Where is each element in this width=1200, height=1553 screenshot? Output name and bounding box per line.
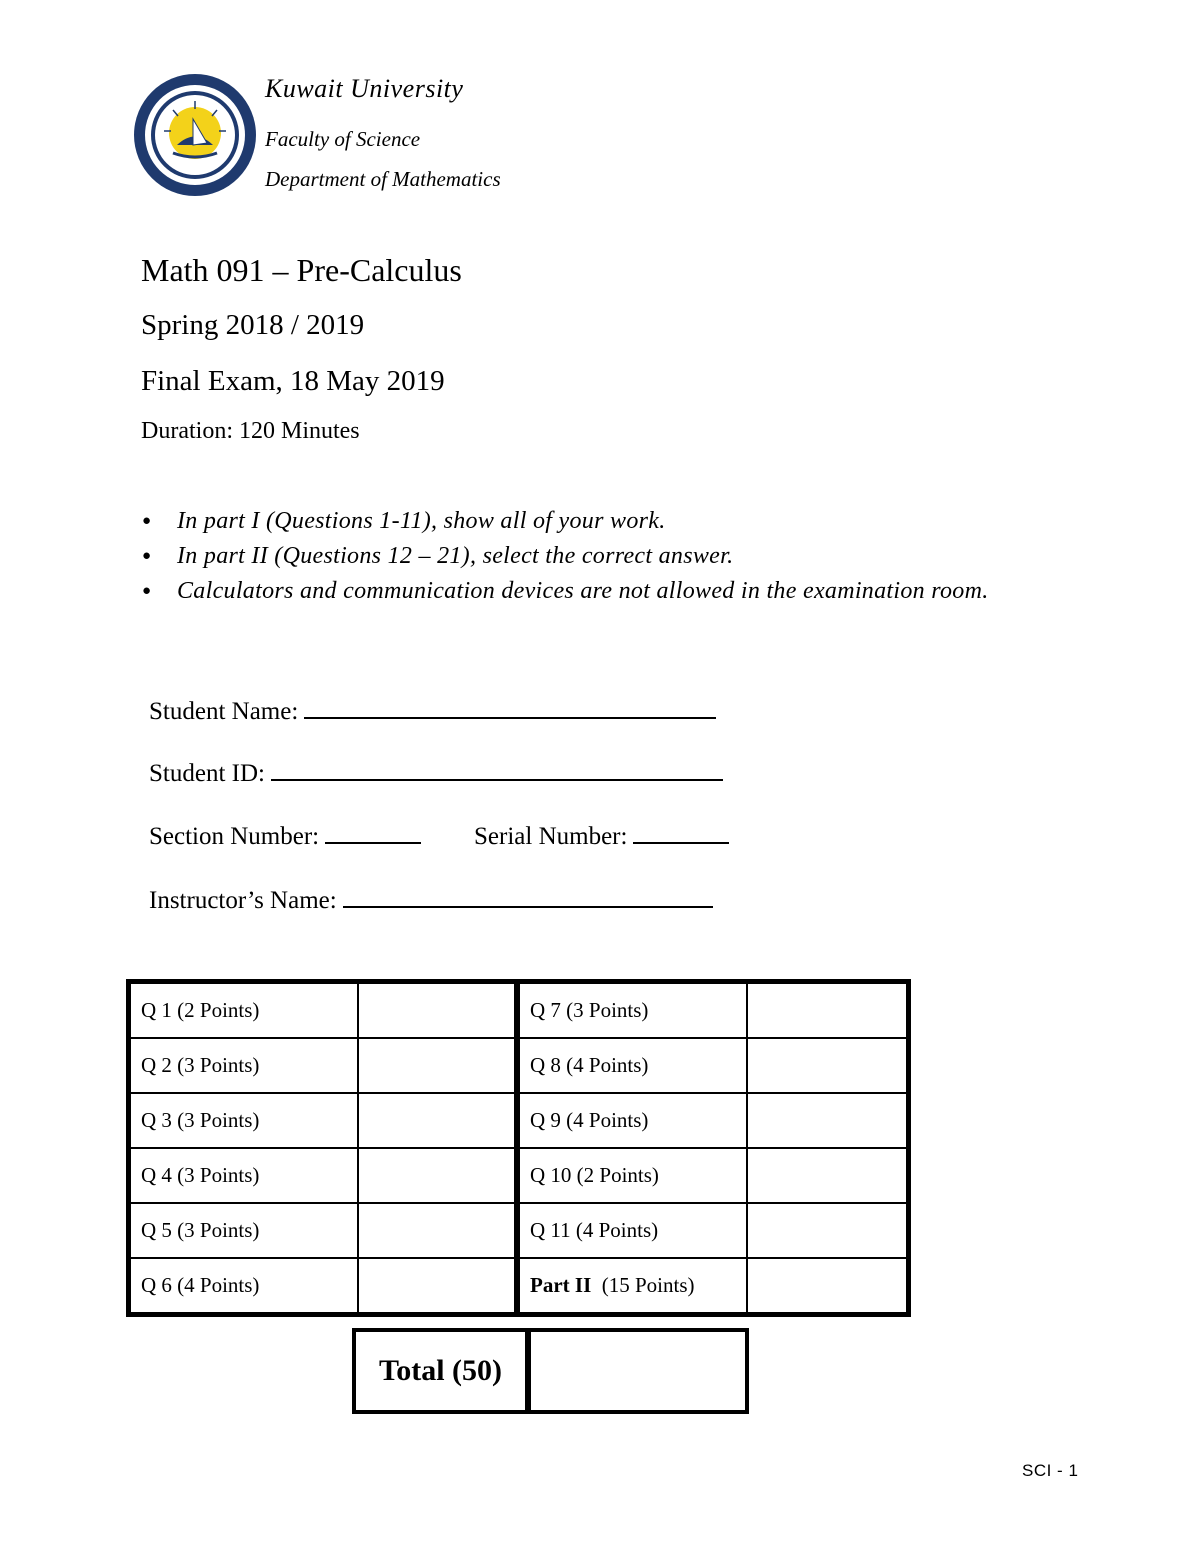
table-row bbox=[129, 1148, 909, 1203]
instructor-name-line[interactable] bbox=[343, 884, 713, 908]
section-number-label: Section Number: bbox=[149, 823, 320, 850]
student-id-line[interactable] bbox=[271, 757, 723, 781]
course-term: Spring 2018 / 2019 bbox=[141, 309, 365, 341]
table-row bbox=[129, 1093, 909, 1148]
department-name: Department of Mathematics bbox=[265, 167, 501, 191]
table-row bbox=[129, 1038, 909, 1093]
section-number-field[interactable] bbox=[149, 820, 421, 851]
course-title: Math 091 – Pre-Calculus bbox=[141, 252, 462, 288]
question-label: Q 5 (3 Points) bbox=[129, 1203, 359, 1258]
instruction-item: ● Calculators and communication devices are not allowed in the examination room. bbox=[140, 574, 1040, 609]
serial-number-line[interactable] bbox=[633, 820, 729, 844]
serial-number-label: Serial Number: bbox=[474, 823, 628, 850]
question-label: Q 8 (4 Points) bbox=[517, 1038, 747, 1093]
page-number: SCI - 1 bbox=[1022, 1461, 1079, 1480]
question-label: Q 4 (3 Points) bbox=[129, 1148, 359, 1203]
total-score-cell[interactable] bbox=[531, 1332, 745, 1410]
question-label: Q 11 (4 Points) bbox=[517, 1203, 747, 1258]
kuwait-university-logo bbox=[133, 73, 257, 197]
total-label: Total (50) bbox=[356, 1332, 531, 1410]
total-box bbox=[352, 1328, 749, 1414]
grade-table bbox=[126, 979, 911, 1317]
student-name-label: Student Name: bbox=[149, 698, 299, 725]
instructor-name-field[interactable] bbox=[149, 884, 713, 915]
score-cell[interactable] bbox=[358, 1038, 517, 1093]
score-cell[interactable] bbox=[747, 1038, 909, 1093]
part2-points: (15 Points) bbox=[601, 1273, 695, 1297]
score-cell[interactable] bbox=[358, 1258, 517, 1315]
score-cell[interactable] bbox=[358, 1093, 517, 1148]
question-label: Q 9 (4 Points) bbox=[517, 1093, 747, 1148]
student-name-line[interactable] bbox=[304, 695, 716, 719]
part2-label bbox=[517, 1258, 747, 1315]
student-name-field[interactable] bbox=[149, 695, 716, 726]
table-row bbox=[129, 982, 909, 1039]
question-label: Q 7 (3 Points) bbox=[517, 982, 747, 1039]
university-name: Kuwait University bbox=[265, 74, 464, 103]
score-cell[interactable] bbox=[747, 1258, 909, 1315]
exam-duration: Duration: 120 Minutes bbox=[141, 418, 360, 444]
score-cell[interactable] bbox=[747, 1203, 909, 1258]
faculty-name: Faculty of Science bbox=[265, 127, 421, 151]
score-cell[interactable] bbox=[358, 982, 517, 1039]
table-row bbox=[129, 1258, 909, 1315]
score-cell[interactable] bbox=[358, 1203, 517, 1258]
instruction-item: ● In part I (Questions 1-11), show all of your work. bbox=[140, 504, 1040, 539]
score-cell[interactable] bbox=[747, 1093, 909, 1148]
instruction-item: ● In part II (Questions 12 – 21), select the correct answer. bbox=[140, 539, 1040, 574]
instructions-list bbox=[140, 504, 1040, 609]
part2-title: Part II bbox=[530, 1273, 592, 1297]
question-label: Q 10 (2 Points) bbox=[517, 1148, 747, 1203]
score-cell[interactable] bbox=[747, 982, 909, 1039]
section-number-line[interactable] bbox=[325, 820, 421, 844]
exam-date: Final Exam, 18 May 2019 bbox=[141, 365, 445, 397]
student-id-field[interactable] bbox=[149, 757, 723, 788]
score-cell[interactable] bbox=[358, 1148, 517, 1203]
instructor-name-label: Instructor’s Name: bbox=[149, 887, 337, 914]
score-cell[interactable] bbox=[747, 1148, 909, 1203]
question-label: Q 6 (4 Points) bbox=[129, 1258, 359, 1315]
question-label: Q 1 (2 Points) bbox=[129, 982, 359, 1039]
question-label: Q 3 (3 Points) bbox=[129, 1093, 359, 1148]
student-id-label: Student ID: bbox=[149, 760, 265, 787]
question-label: Q 2 (3 Points) bbox=[129, 1038, 359, 1093]
serial-number-field[interactable] bbox=[474, 820, 729, 851]
table-row bbox=[129, 1203, 909, 1258]
